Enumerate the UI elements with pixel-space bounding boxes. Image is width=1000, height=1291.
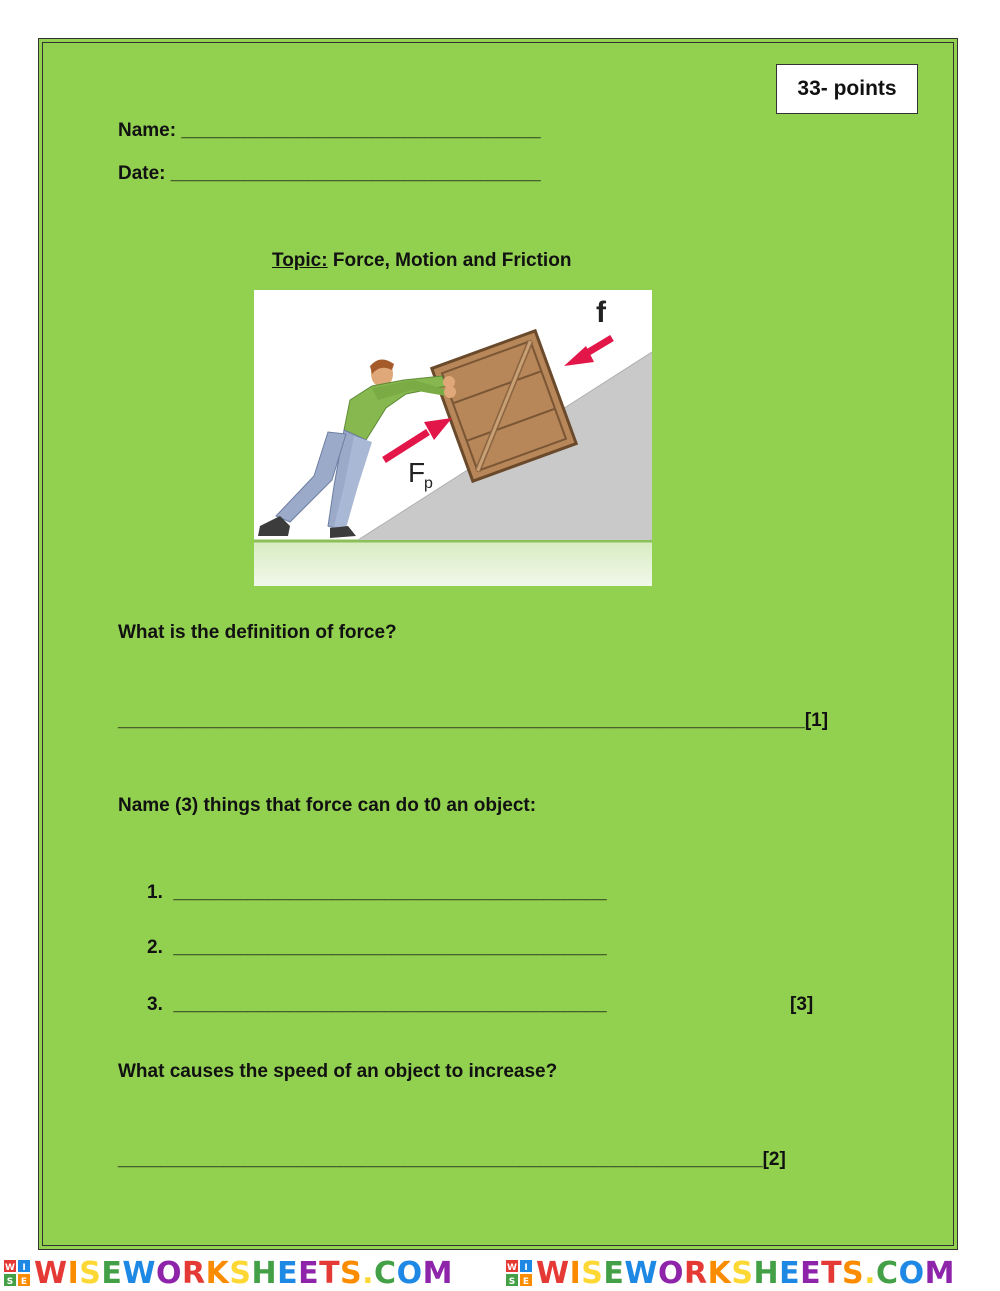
topic-text: Force, Motion and Friction — [327, 250, 572, 271]
topic-label: Topic: — [272, 250, 328, 271]
topic-heading — [272, 250, 571, 272]
svg-text:E: E — [20, 1277, 28, 1286]
question-1: What is the definition of force? — [118, 622, 397, 643]
svg-text:W: W — [5, 1263, 15, 1273]
list-item[interactable] — [147, 937, 607, 959]
svg-text:I: I — [524, 1263, 528, 1273]
question-2: Name (3) things that force can do t0 an object: — [118, 795, 537, 816]
name-field[interactable]: Name: __________________________________ — [118, 120, 541, 141]
answer-line[interactable]: _________________________________________________________________ — [118, 710, 805, 731]
watermark-footer — [0, 1254, 1000, 1291]
list-item[interactable] — [147, 882, 607, 904]
list-number: 2. — [147, 937, 163, 958]
question-3: What causes the speed of an object to increase? — [118, 1061, 558, 1082]
force-friction-illustration — [254, 290, 652, 586]
marks-2: [3] — [790, 994, 814, 1015]
marks-3: [2] — [762, 1149, 786, 1170]
svg-text:I: I — [22, 1263, 26, 1273]
svg-text:S: S — [6, 1277, 14, 1286]
marks-1: [1] — [804, 710, 829, 731]
svg-text:W: W — [507, 1263, 517, 1273]
list-number: 3. — [147, 994, 163, 1015]
svg-text:S: S — [508, 1277, 516, 1286]
list-number: 1. — [147, 882, 163, 903]
list-item[interactable] — [147, 994, 607, 1016]
wise-logo-icon — [506, 1260, 532, 1286]
answer-line[interactable]: _________________________________________ — [173, 937, 607, 958]
push-force-subscript: p — [424, 475, 433, 492]
points-box: 33- points — [776, 64, 918, 114]
wise-logo-icon — [4, 1260, 30, 1286]
watermark-text: WISEWORKSHEETS.COM — [34, 1256, 453, 1291]
svg-text:E: E — [522, 1277, 530, 1286]
answer-line[interactable]: _____________________________________________________________ — [118, 1149, 763, 1170]
date-field[interactable]: Date: ___________________________________ — [118, 163, 541, 184]
answer-line-1[interactable] — [118, 710, 828, 732]
watermark-text: WISEWORKSHEETS.COM — [536, 1256, 955, 1291]
answer-line[interactable]: _________________________________________ — [173, 994, 607, 1015]
answer-line-3[interactable] — [118, 1149, 786, 1171]
push-force-label: F — [408, 457, 426, 488]
answer-line[interactable]: _________________________________________ — [173, 882, 607, 903]
ground — [254, 540, 652, 586]
friction-label: f — [596, 296, 606, 329]
